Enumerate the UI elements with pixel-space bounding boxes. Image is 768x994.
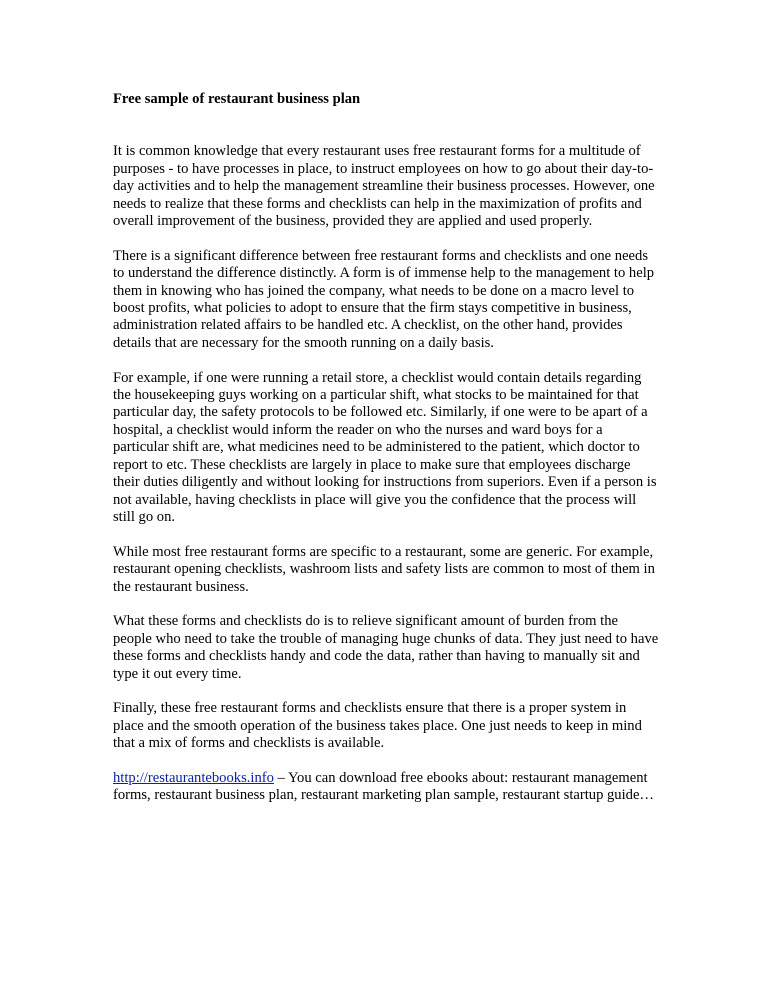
- paragraph-conclusion: Finally, these free restaurant forms and checklists ensure that there is a proper system in place and the smooth operation of the business takes place. One just needs to keep in mind that a mix of forms and checklists is available.: [113, 700, 642, 752]
- paragraph-intro: It is common knowledge that every restaurant uses free restaurant forms for a multitude of purposes - to have processes in place, to instruct employees on how to go about their day-to-day activities and to help the management streamline their business processes. However, one needs to realize that these forms and checklists can help in the maximization of profits and overall improvement of the business, provided they are applied and used properly.: [113, 143, 655, 230]
- restaurant-ebooks-link[interactable]: http://restaurantebooks.info: [113, 769, 274, 786]
- paragraph-examples: For example, if one were running a retail store, a checklist would contain details regarding the housekeeping guys working on a particular shift, what stocks to be maintained for that particular day, the safety protocols to be followed etc. Similarly, if one were to be apart of a hospital, a checklist would inform the reader on who the nurses and ward boys for a particular shift are, what medicines need to be administered to the patient, which doctor to report to etc. These checklists are largely in place to make sure that employees discharge their duties diligently and without looking for instructions from superiors. Even if a person is not available, having checklists in place will give you the confidence that the process will still go on.: [113, 369, 657, 525]
- paragraph-generic-forms: While most free restaurant forms are specific to a restaurant, some are generic. For example, restaurant opening checklists, washroom lists and safety lists are common to most of them in the restaurant business.: [113, 543, 655, 595]
- document-body: [113, 91, 659, 805]
- document-title: Free sample of restaurant business plan: [113, 91, 361, 107]
- paragraph-forms-vs-checklists: There is a significant difference between free restaurant forms and checklists and one needs to understand the difference distinctly. A form is of immense help to the management to help them in knowing who has joined the company, what needs to be done on a macro level to boost profits, what policies to adopt to ensure that the firm stays competitive in business, administration related affairs to be handled etc. A checklist, on the other hand, provides details that are necessary for the smooth running on a daily basis.: [113, 247, 655, 351]
- paragraph-data-burden: What these forms and checklists do is to relieve significant amount of burden from the people who need to take the trouble of managing huge chunks of data. They just need to have these forms and checklists handy and code the data, rather than having to manually sit and type it out every time.: [113, 613, 659, 682]
- footer-text: – You can download free ebooks about: restaurant management forms, restaurant business plan, restaurant marketing plan sample, restaurant startup guide…: [113, 769, 655, 804]
- footer-paragraph: [113, 770, 659, 805]
